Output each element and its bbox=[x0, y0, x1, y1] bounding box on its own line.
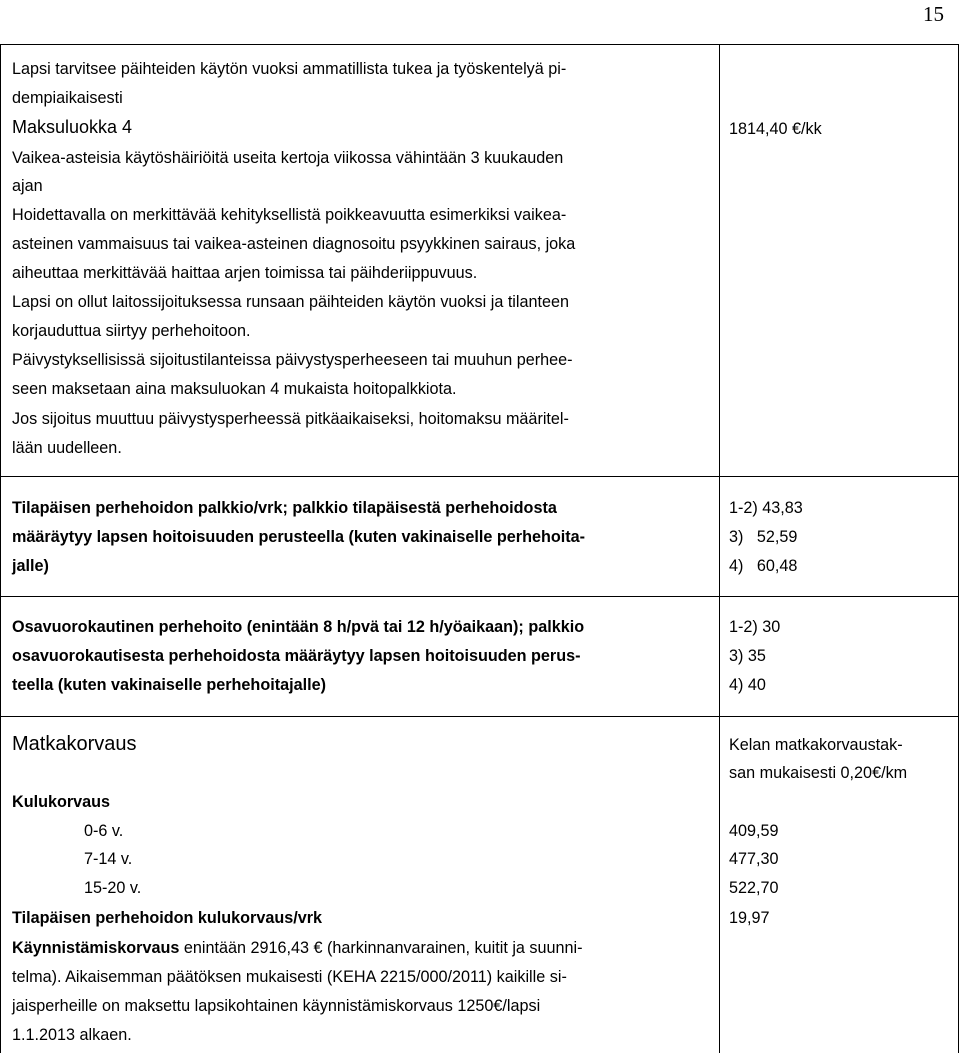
fee-class-4-amount: 1814,40 €/kk bbox=[729, 120, 822, 138]
text-line: Tilapäisen perhehoidon palkkio/vrk; palkkio tilapäisestä perhehoidosta bbox=[12, 499, 557, 517]
value-line: 1-2) 43,83 bbox=[729, 499, 803, 517]
text-line: Hoidettavalla on merkittävää kehityksellistä poikkeavuutta esimerkiksi vaikea- bbox=[12, 206, 567, 224]
age-group: 0-6 v. bbox=[84, 822, 124, 840]
text-line: Vaikea-asteisia käytöshäiriöitä useita kertoja viikossa vähintään 3 kuukauden bbox=[12, 149, 564, 167]
age-group-amount: 409,59 bbox=[729, 822, 779, 840]
value-line: 4) 60,48 bbox=[729, 557, 798, 575]
age-group: 15-20 v. bbox=[84, 879, 142, 897]
value-line: 3) 35 bbox=[729, 647, 766, 665]
text-line: Osavuorokautinen perhehoito (enintään 8 h/pvä tai 12 h/yöaikaan); palkkio bbox=[12, 618, 585, 636]
text-line: dempiaikaisesti bbox=[12, 89, 123, 107]
age-group-amount: 477,30 bbox=[729, 850, 779, 868]
age-group: 7-14 v. bbox=[84, 850, 133, 868]
text-line: 1.1.2013 alkaen. bbox=[12, 1026, 132, 1044]
text-line: määräytyy lapsen hoitoisuuden perusteella (kuten vakinaiselle perhehoita- bbox=[12, 528, 586, 546]
value-line: 1-2) 30 bbox=[729, 618, 781, 636]
text-line: jalle) bbox=[12, 557, 49, 575]
row-divider bbox=[1, 476, 958, 477]
start-up-allowance-line bbox=[12, 934, 583, 962]
text-line: Päivystyksellisissä sijoitustilanteissa päivystysperheeseen tai muuhun perhee- bbox=[12, 351, 573, 369]
value-line: 4) 40 bbox=[729, 676, 766, 694]
row-divider bbox=[1, 596, 958, 597]
temporary-expense-value: 19,97 bbox=[729, 909, 770, 927]
text-line: ajan bbox=[12, 177, 43, 195]
expense-allowance-title: Kulukorvaus bbox=[12, 793, 111, 811]
text-line: seen maksetaan aina maksuluokan 4 mukaista hoitopalkkiota. bbox=[12, 380, 457, 398]
value-line: 3) 52,59 bbox=[729, 528, 798, 546]
column-divider bbox=[719, 45, 720, 1053]
text-line: osavuorokautisesta perhehoidosta määräytyy lapsen hoitoisuuden perus- bbox=[12, 647, 581, 665]
temporary-expense-label: Tilapäisen perhehoidon kulukorvaus/vrk bbox=[12, 909, 323, 927]
text-line: jaisperheille on maksettu lapsikohtainen käynnistämiskorvaus 1250€/lapsi bbox=[12, 997, 541, 1015]
row-divider bbox=[1, 716, 958, 717]
text-line: teella (kuten vakinaiselle perhehoitajalle) bbox=[12, 676, 326, 694]
text-line: Jos sijoitus muuttuu päivystysperheessä pitkäaikaiseksi, hoitomaksu määritel- bbox=[12, 410, 569, 428]
travel-allowance-note: san mukaisesti 0,20€/km bbox=[729, 764, 908, 782]
start-up-allowance-text: enintään 2916,43 € (harkinnanvarainen, kuitit ja suunni- bbox=[179, 939, 583, 957]
text-line: telma). Aikaisemman päätöksen mukaisesti (KEHA 2215/000/2011) kaikille si- bbox=[12, 968, 567, 986]
text-line: Lapsi tarvitsee päihteiden käytön vuoksi ammatillista tukea ja työskentelyä pi- bbox=[12, 60, 567, 78]
text-line: korjauduttua siirtyy perhehoitoon. bbox=[12, 322, 251, 340]
travel-allowance-title: Matkakorvaus bbox=[12, 733, 137, 755]
text-line: aiheuttaa merkittävää haittaa arjen toimissa tai päihderiippuvuus. bbox=[12, 264, 478, 282]
text-line: Lapsi on ollut laitossijoituksessa runsaan päihteiden käytön vuoksi ja tilanteen bbox=[12, 293, 570, 311]
age-group-amount: 522,70 bbox=[729, 879, 779, 897]
fee-class-title: Maksuluokka 4 bbox=[12, 117, 133, 137]
text-line: lään uudelleen. bbox=[12, 439, 122, 457]
page-number: 15 bbox=[923, 2, 944, 26]
text-line: asteinen vammaisuus tai vaikea-asteinen diagnosoitu psyykkinen sairaus, joka bbox=[12, 235, 576, 253]
travel-allowance-note: Kelan matkakorvaustak- bbox=[729, 736, 903, 754]
start-up-allowance-label: Käynnistämiskorvaus bbox=[12, 939, 180, 957]
